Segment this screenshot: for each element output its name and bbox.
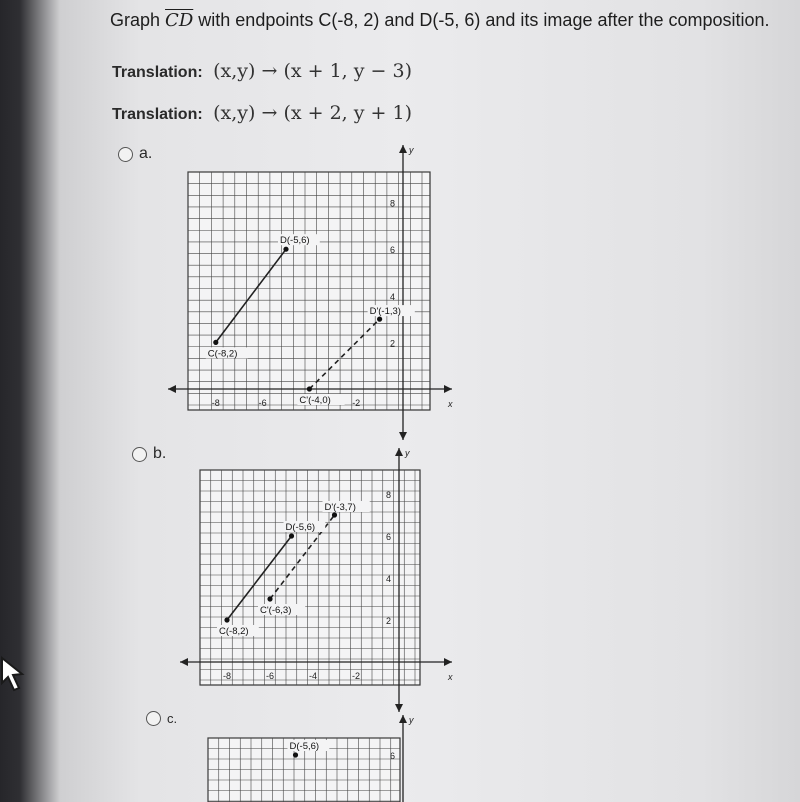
rule-formula: (x,y) → (x + 2, y + 1) (213, 102, 412, 124)
data-point (293, 752, 298, 757)
y-axis-label: y (409, 145, 414, 155)
option-label: a. (139, 145, 153, 162)
y-tick-label: 6 (390, 751, 396, 761)
rule-label: Translation: (112, 64, 203, 81)
y-axis-label: y (405, 448, 410, 458)
x-tick-label: -2 (352, 398, 361, 408)
y-tick-label: 4 (386, 574, 392, 584)
rule-label: Translation: (112, 106, 203, 123)
point-label: C'(-6,3) (260, 605, 292, 616)
question-suffix: with endpoints C(-8, 2) and D(-5, 6) and its image after the composition. (198, 10, 770, 30)
x-tick-label: -2 (352, 671, 361, 681)
y-tick-label: 2 (390, 338, 396, 349)
y-tick-label: 8 (386, 490, 392, 500)
x-axis-label: x (448, 399, 453, 409)
point-label: D(-5,6) (289, 741, 320, 752)
y-axis-label: y (409, 715, 414, 725)
x-tick-label: -8 (223, 671, 232, 681)
point-label: C'(-4,0) (299, 395, 331, 406)
question-prefix: Graph (110, 10, 161, 30)
y-tick-label: 6 (386, 532, 392, 542)
segment-name: $\overline{CD}$ (165, 10, 194, 31)
mouse-cursor-icon (0, 652, 34, 692)
option-label: c. (167, 711, 178, 726)
y-tick-label: 8 (390, 198, 396, 209)
x-tick-label: -6 (266, 671, 275, 681)
point-label: C(-8,2) (219, 626, 249, 637)
point-label: D'(-1,3) (369, 306, 401, 318)
x-tick-label: -8 (211, 398, 220, 408)
point-label: D'(-3,7) (324, 502, 356, 513)
y-tick-label: 2 (386, 616, 392, 626)
y-axis-arrow-icon (399, 715, 407, 723)
x-tick-label: -6 (258, 398, 267, 408)
point-label: D(-5,6) (280, 235, 310, 247)
option-label: b. (153, 445, 167, 462)
y-tick-label: 6 (390, 245, 396, 256)
x-axis-label: x (448, 672, 453, 682)
point-label: C(-8,2) (207, 348, 238, 360)
x-tick-label: -4 (309, 671, 318, 681)
point-label: D(-5,6) (285, 522, 316, 533)
y-tick-label: 4 (390, 291, 396, 302)
rule-formula: (x,y) → (x + 1, y − 3) (213, 60, 412, 82)
